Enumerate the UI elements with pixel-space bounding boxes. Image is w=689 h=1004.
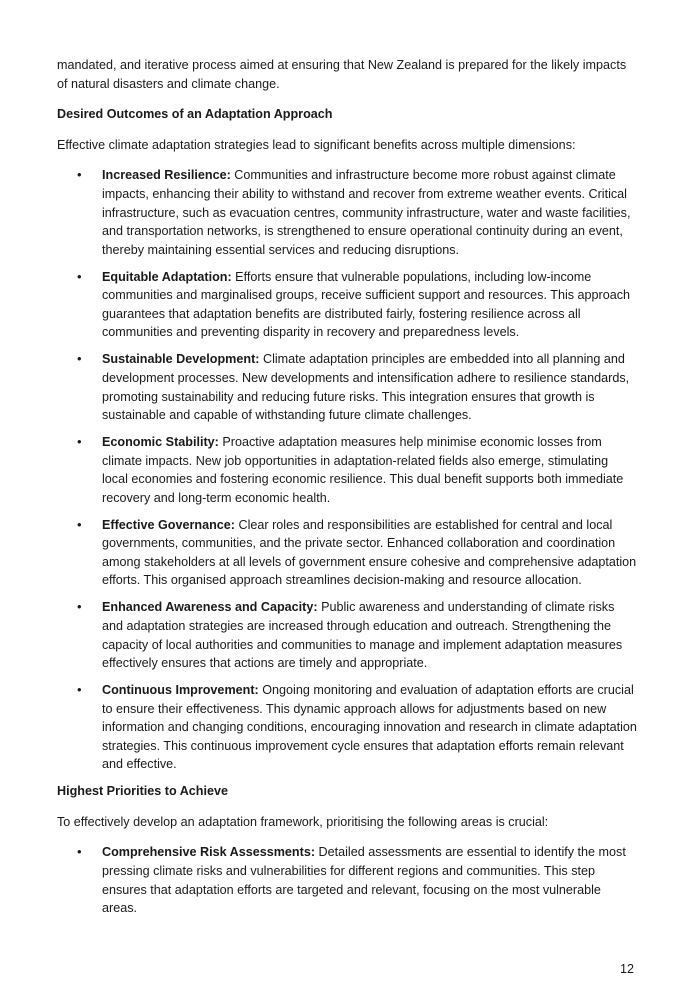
list-item-term: Comprehensive Risk Assessments: <box>102 845 316 860</box>
list-item <box>57 350 637 424</box>
list-item-text: Clear roles and responsibilities are established for central and local governments, communities, and the private sector. Enhanced collaboration and coordination among stakeholders at all levels of government ensure cohesive and comprehensive adaptation efforts. This organised approach streamlines decision-making and resource allocation. <box>102 517 637 588</box>
list-item <box>57 433 637 507</box>
section-heading-desired-outcomes: Desired Outcomes of an Adaptation Approach <box>57 107 333 122</box>
list-item-text: Public awareness and understanding of climate risks and adaptation strategies are increased through education and outreach. Strengthening the capacity of local authorities and communities to manage and implement adaptation measures effectively ensures that actions are timely and appropriate. <box>102 600 623 671</box>
list-item-term: Continuous Improvement: <box>102 683 259 697</box>
list-item <box>57 843 637 917</box>
list-item-term: Economic Stability: <box>102 434 219 449</box>
list-item <box>57 598 637 672</box>
list-item-text: Efforts ensure that vulnerable populations, including low-income communities and marginalised groups, receive sufficient support and resources. This approach guarantees that adaptation benefits are distributed fairly, fostering resilience across all communities and preventing disparity in recovery and preparedness levels. <box>102 269 631 340</box>
list-item-term: Effective Governance: <box>102 517 235 532</box>
outcomes-list <box>57 166 637 774</box>
page-number: 12 <box>619 962 634 976</box>
list-item-term: Increased Resilience: <box>102 168 231 183</box>
bullet-icon: • <box>77 599 82 615</box>
list-item-text: Climate adaptation principles are embedded into all planning and development processes. New developments and intensification adhere to resilience standards, promoting sustainability and reducing future risks. This integration ensures that growth is sustainable and capable of withstanding future climate challenges. <box>102 352 630 423</box>
section-heading-highest-priorities: Highest Priorities to Achieve <box>57 784 228 799</box>
list-item-term: Enhanced Awareness and Capacity: <box>102 600 318 615</box>
bullet-icon: • <box>77 167 82 183</box>
list-item <box>57 681 637 774</box>
section-lead-desired-outcomes: Effective climate adaptation strategies lead to significant benefits across multiple dimensions: <box>57 137 576 152</box>
bullet-icon: • <box>77 433 82 449</box>
intro-paragraph: mandated, and iterative process aimed at ensuring that New Zealand is prepared for the likely impacts of natural disasters and climate change. <box>57 58 627 91</box>
list-item <box>57 268 637 342</box>
list-item-text: Ongoing monitoring and evaluation of adaptation efforts are crucial to ensure their effectiveness. This dynamic approach allows for adjustments based on new information and changing conditions, encouraging innovation and research in climate adaptation strategies. This continuous improvement cycle ensures that adaptation efforts remain relevant and effective. <box>102 683 637 772</box>
list-item-term: Equitable Adaptation: <box>102 269 232 284</box>
list-item-term: Sustainable Development: <box>102 352 260 367</box>
list-item <box>57 166 637 259</box>
section-lead-highest-priorities: To effectively develop an adaptation framework, prioritising the following areas is crucial: <box>57 814 549 829</box>
document-page <box>57 56 637 926</box>
list-item-text: Detailed assessments are essential to identify the most pressing climate risks and vulnerabilities for different regions and communities. This step ensures that adaptation efforts are targeted and relevant, focusing on the most vulnerable areas. <box>102 845 626 916</box>
bullet-icon: • <box>77 516 82 532</box>
list-item <box>57 516 637 590</box>
bullet-icon: • <box>77 682 82 697</box>
list-item-text: Proactive adaptation measures help minimise economic losses from climate impacts. New job opportunities in adaptation-related fields also emerge, stimulating local economies and fostering economic resilience. This dual benefit supports both immediate recovery and long-term economic health. <box>102 434 624 505</box>
bullet-icon: • <box>77 268 82 284</box>
bullet-icon: • <box>77 351 82 367</box>
bullet-icon: • <box>77 844 82 860</box>
list-item-text: Communities and infrastructure become more robust against climate impacts, enhancing their ability to withstand and recover from extreme weather events. Critical infrastructure, such as evacuation centres, community infrastructure, water and waste facilities, and transportation networks, is strengthened to ensure operational continuity during an event, thereby maintaining essential services and reducing disruptions. <box>102 168 631 257</box>
priorities-list <box>57 843 637 917</box>
